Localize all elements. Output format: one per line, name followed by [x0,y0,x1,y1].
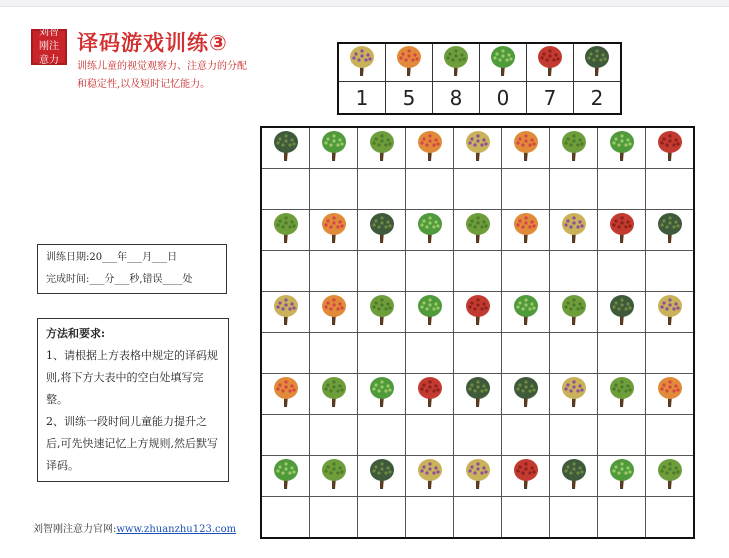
dark-tree-icon [607,294,637,330]
key-digit-cell: 0 [480,82,527,115]
grid-icon-cell [646,456,695,497]
answer-cell[interactable] [261,333,310,374]
grid-icon-cell [454,374,502,415]
autumn-tree-icon [394,45,424,81]
answer-cell[interactable] [646,333,695,374]
autumn-tree-icon [319,212,349,248]
key-icon-cell [480,43,527,82]
grid-icon-cell [358,210,406,251]
leafy-green-tree-icon [271,458,301,494]
key-digit-cell: 5 [386,82,433,115]
leafy-green-tree-icon [415,212,445,248]
grid-icon-cell [261,127,310,169]
grid-answer-row [261,497,694,539]
red-tree-icon [655,130,685,166]
grid-icon-cell [646,374,695,415]
dark-tree-icon [655,212,685,248]
grid-answer-row [261,333,694,374]
grid-icon-cell [550,127,598,169]
key-icon-cell [527,43,574,82]
key-icon-row [338,43,621,82]
answer-cell[interactable] [406,497,454,539]
grid-icon-cell [261,210,310,251]
autumn-tree-icon [511,212,541,248]
round-green-tree-icon [559,130,589,166]
leafy-green-tree-icon [488,45,518,81]
leafy-green-tree-icon [607,458,637,494]
grid-answer-row [261,415,694,456]
grid-icon-cell [646,127,695,169]
grid-icon-cell [502,210,550,251]
grid-icon-cell [261,292,310,333]
speckled-tree-icon [463,458,493,494]
answer-cell[interactable] [358,251,406,292]
dark-tree-icon [511,376,541,412]
answer-cell[interactable] [261,251,310,292]
grid-icon-cell [502,127,550,169]
red-tree-icon [535,45,565,81]
speckled-tree-icon [347,45,377,81]
grid-icon-cell [550,456,598,497]
answer-cell[interactable] [550,169,598,210]
grid-icon-cell [310,127,358,169]
dark-tree-icon [559,458,589,494]
round-green-tree-icon [271,212,301,248]
autumn-tree-icon [415,130,445,166]
leafy-green-tree-icon [511,294,541,330]
grid-icon-cell [550,210,598,251]
grid-icon-row [261,292,694,333]
answer-cell[interactable] [454,251,502,292]
answer-cell[interactable] [646,251,695,292]
grid-icon-cell [310,456,358,497]
answer-cell[interactable] [646,415,695,456]
answer-cell[interactable] [406,251,454,292]
grid-icon-cell [406,374,454,415]
footer [33,520,236,535]
grid-icon-row [261,374,694,415]
footer-label: 刘智刚注意力官网: [33,524,117,535]
round-green-tree-icon [463,212,493,248]
answer-cell[interactable] [406,169,454,210]
grid-icon-row [261,456,694,497]
answer-cell[interactable] [358,497,406,539]
answer-cell[interactable] [358,169,406,210]
leafy-green-tree-icon [367,376,397,412]
grid-icon-cell [358,127,406,169]
answer-cell[interactable] [598,169,646,210]
speckled-tree-icon [463,130,493,166]
method-title: 方法和要求: [46,327,106,340]
grid-icon-cell [358,374,406,415]
speckled-tree-icon [559,212,589,248]
leafy-green-tree-icon [607,130,637,166]
answer-cell[interactable] [358,415,406,456]
key-icon-cell [338,43,386,82]
answer-cell[interactable] [502,251,550,292]
round-green-tree-icon [367,130,397,166]
grid-icon-cell [454,127,502,169]
key-digit-cell: 1 [338,82,386,115]
grid-icon-cell [502,374,550,415]
grid-icon-cell [550,374,598,415]
dark-tree-icon [367,458,397,494]
answer-cell[interactable] [502,415,550,456]
answer-cell[interactable] [550,333,598,374]
autumn-tree-icon [511,130,541,166]
leafy-green-tree-icon [415,294,445,330]
grid-icon-cell [261,374,310,415]
method-item-2: 2、训练一段时间儿童能力提升之后,可先快速记忆上方规则,然后默写译码。 [46,415,218,472]
answer-cell[interactable] [406,333,454,374]
grid-icon-cell [406,292,454,333]
key-icon-cell [386,43,433,82]
answer-cell[interactable] [502,497,550,539]
speckled-tree-icon [271,294,301,330]
grid-icon-cell [598,456,646,497]
dark-tree-icon [463,376,493,412]
speckled-tree-icon [415,458,445,494]
grid-answer-row [261,169,694,210]
grid-icon-cell [646,210,695,251]
round-green-tree-icon [319,376,349,412]
key-icon-cell [433,43,480,82]
dark-tree-icon [367,212,397,248]
answer-cell[interactable] [261,497,310,539]
answer-cell[interactable] [550,497,598,539]
training-date-line: 训练日期:20___年___月___日 [46,252,178,263]
dark-tree-icon [582,45,612,81]
answer-cell[interactable] [310,415,358,456]
grid-icon-cell [502,292,550,333]
red-tree-icon [415,376,445,412]
speckled-tree-icon [655,294,685,330]
answer-cell[interactable] [598,333,646,374]
answer-cell[interactable] [310,251,358,292]
answer-cell[interactable] [646,497,695,539]
round-green-tree-icon [367,294,397,330]
answer-cell[interactable] [454,169,502,210]
answer-cell[interactable] [310,497,358,539]
answer-cell[interactable] [598,415,646,456]
grid-icon-cell [261,456,310,497]
key-digit-row [338,82,621,115]
key-digit-cell: 2 [574,82,622,115]
round-green-tree-icon [655,458,685,494]
answer-cell[interactable] [502,333,550,374]
autumn-tree-icon [319,294,349,330]
answer-cell[interactable] [454,333,502,374]
round-green-tree-icon [559,294,589,330]
grid-icon-cell [646,292,695,333]
grid-icon-cell [454,210,502,251]
page-title: 译码游戏训练③ [77,31,228,55]
method-item-1: 1、请根据上方表格中规定的译码规则,将下方大表中的空白处填写完整。 [46,349,218,406]
grid-icon-cell [310,292,358,333]
leafy-green-tree-icon [319,130,349,166]
code-key-table [337,42,622,115]
answer-cell[interactable] [310,333,358,374]
completion-time-line: 完成时间:___分___秒,错误____处 [46,274,193,285]
red-tree-icon [463,294,493,330]
red-tree-icon [511,458,541,494]
decode-grid [260,126,695,539]
dark-tree-icon [271,130,301,166]
answer-cell[interactable] [550,415,598,456]
red-tree-icon [607,212,637,248]
key-digit-cell: 8 [433,82,480,115]
page-subtitle: 训练儿童的视觉观察力、注意力的分配和稳定性,以及短时记忆能力。 [77,61,247,90]
grid-icon-cell [406,210,454,251]
grid-icon-cell [358,456,406,497]
brand-seal-logo: 刘智刚注意力 [31,29,67,65]
grid-answer-row [261,251,694,292]
grid-icon-row [261,127,694,169]
grid-icon-cell [502,456,550,497]
answer-cell[interactable] [550,251,598,292]
autumn-tree-icon [271,376,301,412]
grid-icon-cell [406,456,454,497]
answer-cell[interactable] [502,169,550,210]
key-icon-cell [574,43,622,82]
grid-icon-row [261,210,694,251]
grid-icon-cell [358,292,406,333]
grid-icon-cell [550,292,598,333]
method-box [37,318,229,482]
autumn-tree-icon [655,376,685,412]
answer-cell[interactable] [598,497,646,539]
answer-cell[interactable] [310,169,358,210]
answer-cell[interactable] [261,415,310,456]
answer-cell[interactable] [358,333,406,374]
speckled-tree-icon [559,376,589,412]
answer-cell[interactable] [598,251,646,292]
grid-icon-cell [454,292,502,333]
grid-icon-cell [598,127,646,169]
top-bar [0,0,729,7]
grid-icon-cell [454,456,502,497]
grid-icon-cell [598,374,646,415]
grid-icon-cell [406,127,454,169]
round-green-tree-icon [319,458,349,494]
round-green-tree-icon [607,376,637,412]
answer-cell[interactable] [454,497,502,539]
grid-icon-cell [310,210,358,251]
answer-cell[interactable] [454,415,502,456]
answer-cell[interactable] [261,169,310,210]
training-info-box [37,244,227,294]
website-link[interactable]: www.zhuanzhu123.com [116,524,237,535]
key-digit-cell: 7 [527,82,574,115]
grid-icon-cell [598,292,646,333]
answer-cell[interactable] [406,415,454,456]
grid-icon-cell [310,374,358,415]
round-green-tree-icon [441,45,471,81]
answer-cell[interactable] [646,169,695,210]
grid-icon-cell [598,210,646,251]
